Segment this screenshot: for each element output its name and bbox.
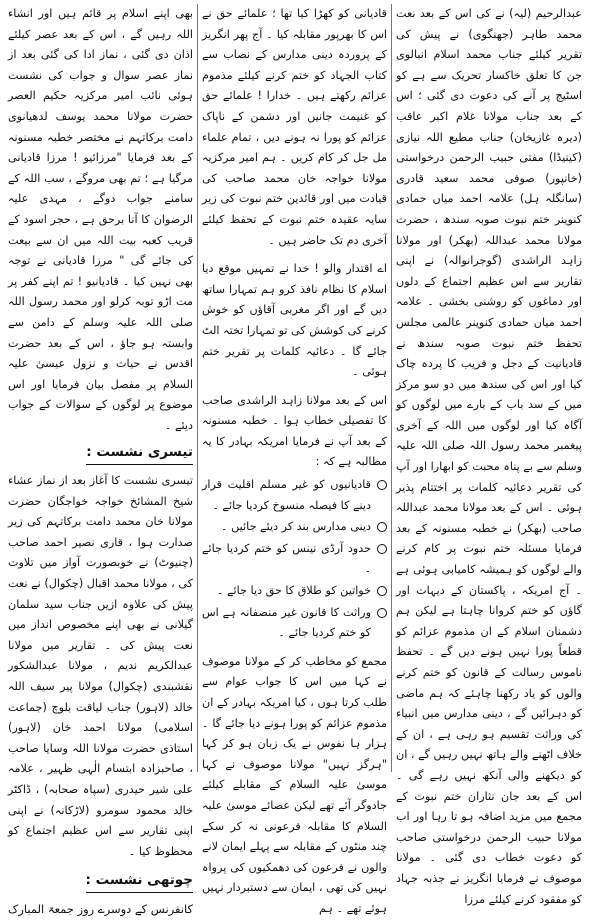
report-paragraph: تیسری نشست کا آغاز بعد از نماز عشاء شیخ المشائخ خواجہ خواجگان حضرت مولانا خان محمد دامت برکاتہم کی زیر صدارت ہوا ، قاری نصیر احمد صاحب (چنیوٹ) نے خوبصورت آواز میں تلاوت کی ، مولانا محمد اقبال (چکوال) نے نعت پیش کی علاوہ ازیں جناب سید سلمان گیلانی نے بھی اپنے مخصوص انداز میں نعت پیش کی ۔ تقاریر میں مولانا عبدالکریم ندیم ، مولانا عبدالشکور نقشبندی (چکوال) مولانا پیر سیف اللہ خالد (لاہور) جناب لیاقت بلوچ (جماعت اسلامی) مولانا احمد خان (لاہور) استاذی حضرت مولانا اللہ وسایا صاحب ، صاحبزادہ ابتسام الٰہی ظہیر ، علامہ علی شیر حیدری (سپاہ صحابہ) ، ڈاکٹر خالد محمود سومرو (لاڑکانہ) نے اپنی اپنی تقاریر سے اس عظیم اجتماع کو محظوظ کیا ۔ — [8, 474, 193, 858]
list-item: دینی مدارس بند کر دیئے جائیں ۔ — [202, 517, 387, 538]
left-column — [4, 4, 198, 916]
middle-column — [198, 4, 392, 915]
circle-bullet-icon — [377, 522, 387, 532]
section-heading-fourth-session: چوتھی نشست : — [86, 870, 193, 893]
report-paragraph: اس کے بعد مولانا زاہد الراشدی صاحب کا تفصیلی خطاب ہوا ۔ خطبہ مسنونہ کے بعد آپ نے فرمایا امریکہ بہادر کا یہ مطالبہ ہے کہ : — [202, 393, 387, 469]
report-paragraph: قادیانی کو کھڑا کیا تھا ؛ علمائے حق نے اس کا بھرپور مقابلہ کیا ۔ آج پھر انگریز کے پروردہ دینی مدارس کے نصاب سے کتاب الجہاد کو ختم کرنے کیلئے مذموم عزائم رکھتے ہیں ۔ خدارا ! علمائے حق کو غنیمت جانیں اور دشمن کے ناپاک عزائم کو پورا نہ ہونے دیں ، تمام علماء مل جل کر کام کریں ۔ ہم امیر مرکزیہ مولانا خواجہ خان محمد صاحب کی قیادت میں اور قائدین ختم نبوت کی زیر سایہ عقیدہ ختم نبوت کے تحفظ کیلئے آخری دم تک حاضر ہیں ۔ — [202, 7, 387, 247]
report-paragraph: اے اقتدار والو ! خدا نے تمہیں موقع دیا اسلام کا نظام نافذ کرو ہم تمہارا ساتھ دیں گے اور اگر مغربی آقاؤں کو خوش کرنے کی کوشش کی تو تمہارا تختہ الٹ جائے گا ۔ دعائیہ کلمات پر تقریر ختم ہوئی ۔ — [202, 262, 387, 379]
report-paragraph: کانفرنس کے دوسرے روز جمعۃ المبارک — [8, 901, 193, 916]
report-paragraph: عبدالرحیم (لیہ) نے کی اس کے بعد نعت محمد طاہر (جھنگوی) نے پیش کی تقریر کیلئے جناب محمد اسلام انبالوی جن کا تعلق خاکسار تحریک سے ہے کو اسٹیج پر آنے کی دعوت دی گئی ؛ اس کے بعد جناب مولانا غلام اکبر عاقب (دیرہ غازیخان) جناب مطیع اللہ نیازی (کینیڈا) مفتی حبیب الرحمن درخواستی (خانپور) صوفی محمد سعید قادری (سانگلہ ہل) علامہ احمد میاں حمادی کنوینر ختم نبوت صوبہ سندھ ، حضرت مولانا محمد عبداللہ (بھکر) اور مولانا زاہد الراشدی (گوجرانوالہ) نے اپنی تقاریر سے اس عظیم اجتماع کے دلوں اور دماغوں کو روشنی بخشی ۔ علامہ احمد میاں حمادی کنوینر عالمی مجلس تحفظ ختم نبوت صوبہ سندھ نے قادیانیت کے دجل و فریب کا پردہ چاک کیا اور اس کی سندھ میں دو سو مرکز میں کے سد باب کے بارے میں لوگوں کو آگاہ کیا اور لوگوں میں اللہ کے آخری پیغمبر محمد رسول اللہ صلی اللہ علیہ وسلم سے بے پناہ محبت کو ابھارا اور آپ کی تقریر دعائیہ کلمات پر اختتام پذیر ہوئی ۔ اس کے بعد مولانا محمد عبداللہ صاحب (بھکر) نے خطبہ مسنونہ کے بعد فرمایا مسئلہ ختم نبوت پر کام کرنے والے لوگوں کو ہمیشہ کامیابی ہوئی ہے ۔ آج امریکہ ، پاکستان کے دیہات اور گاؤں کو ختم کروانا چاہتا ہے لیکن ہم دشمنان اسلام کے ان مذموم عزائم کو قطعاً پورا نہیں ہونے دیں گے ۔ تحفظ ناموس رسالت کے قانون کو ختم کرنے والوں کو یاد رکھنا چاہئے کہ ہم ماضی کو دہرائیں گے ، دینی مدارس میں انبیاء کی وراثت تقسیم ہو رہی ہے ، ان کے خلاف اٹھنے والے ہاتھ نہیں رہیں گے ، ان کو دیکھنے والی آنکھ نہیں رہے گی ۔ اس کے بعد جان نثاران ختم نبوت کے مجمع میں مزید اضافہ ہو تا رہا اور اب مولانا حبیب الرحمن درخواستی صاحب کو دعوت خطاب دی گئی ۔ مولانا موصوف نے فرمایا انگریز نے جذبہ جہاد کو مفقود کرنے کیلئے مرزا — [396, 7, 582, 906]
report-paragraph: مجمع کو مخاطب کر کے مولانا موصوف نے کہا میں اس کا جواب عوام سے طلب کرتا ہوں ، کیا امریکہ بہادر کے ان مذموم عزائم کو پورا ہونے دیا جائے گا ۔ ہزار ہا نفوس نے یک زبان ہو کر کہا "ہرگز نہیں" مولانا موصوف نے کہا موسیٰ علیہ السلام کے مقابلے کیلئے جادوگر آئے تھے لیکن عصائے موسیٰ علیہ السلام کا مقابلہ فرعونی نہ کر سکے چند منٹوں کے مقابلہ سے پہلے ایمان لانے والوں نے فرعون کی دھمکیوں کی پرواہ نہیں کی تھی ، ایمان سے دستبردار نہیں ہوئے تھے ۔ ہم — [202, 654, 387, 915]
right-column — [392, 4, 586, 906]
list-item: حدود آرڈی نینس کو ختم کردیا جائے ۔ — [202, 539, 387, 580]
demands-list — [202, 475, 387, 644]
circle-bullet-icon — [377, 608, 387, 618]
circle-bullet-icon — [377, 480, 387, 490]
article-columns — [4, 4, 586, 916]
report-paragraph: بھی اپنے اسلام پر قائم ہیں اور انشاء اللہ رہیں گے ، اس کے بعد عصر کیلئے اذان دی گئی ، نماز ادا کی گئی بعد از نماز عصر سوال و جواب کی نشست ہوئی نائب امیر مرکزیہ حکیم العصر حضرت مولانا محمد یوسف لدھیانوی دامت برکاتہم نے مختصر خطبہ مسنونہ کے بعد فرمایا "مرزائیو ! مرزا قادیانی مرگیا ہے ؛ تم بھی مروگے ، سب اللہ کے سامنے جواب دوگے ، مہدی علیہ الرضوان کا آنا برحق ہے ، حجر اسود کے قریب کعبہ بیت اللہ میں ان سے بیعت کی جائے گی " مرزا قادیانی نے توجہ بھی نہیں کیا ۔ قادیانیو ! تم اپنے کفر پر مت اڑو توبہ کرلو اور محمد رسول اللہ صلی اللہ علیہ وسلم کے دامن سے وابستہ ہو جاؤ ، اس کے بعد حضرت اقدس نے حیات و نزول عیسیٰ علیہ السلام پر مفصل بیان فرمایا اور اس موضوع پر لوگوں کے سوالات کے جواب دیئے ۔ — [8, 7, 193, 432]
circle-bullet-icon — [377, 544, 387, 554]
list-item: وراثت کا قانون غیر منصفانہ ہے اس کو ختم کردیا جائے ۔ — [202, 603, 387, 644]
list-item: قادیانیوں کو غیر مسلم اقلیت قرار دینے کا فیصلہ منسوخ کردیا جائے ۔ — [202, 475, 387, 516]
circle-bullet-icon — [377, 586, 387, 596]
list-item: خواتین کو طلاق کا حق دیا جائے ۔ — [202, 581, 387, 602]
section-heading-third-session: تیسری نشست : — [86, 442, 193, 465]
